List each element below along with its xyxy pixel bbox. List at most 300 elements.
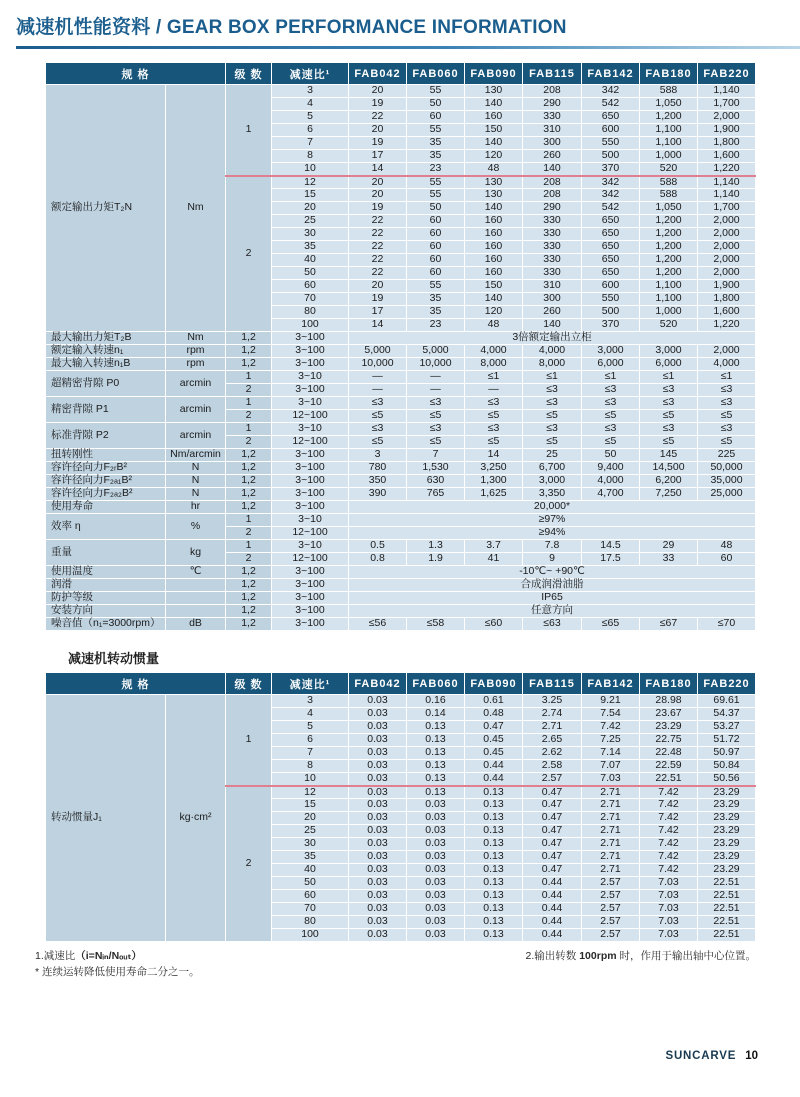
- value-cell: 0.44: [523, 890, 582, 903]
- value-cell: 0.47: [523, 825, 582, 838]
- value-cell: 2,000: [698, 254, 756, 267]
- value-cell: 1,600: [698, 306, 756, 319]
- ratio-cell: 4: [272, 98, 349, 111]
- spec-label: 安装方向: [46, 605, 166, 618]
- value-cell: 650: [582, 215, 640, 228]
- value-cell: 1,530: [407, 462, 465, 475]
- value-cell: —: [465, 384, 523, 397]
- value-cell: 6,000: [582, 358, 640, 371]
- value-cell: 650: [582, 254, 640, 267]
- value-cell: 22: [349, 215, 407, 228]
- value-cell: 6,200: [640, 475, 698, 488]
- ratio-cell: 7: [272, 137, 349, 150]
- value-cell: 0.47: [523, 864, 582, 877]
- value-cell: 330: [523, 254, 582, 267]
- unit-cell: arcmin: [166, 397, 226, 423]
- value-cell: 22: [349, 241, 407, 254]
- table-row: [46, 397, 756, 410]
- value-cell: 0.03: [407, 864, 465, 877]
- value-cell: 0.03: [407, 877, 465, 890]
- value-cell: 23.29: [698, 799, 756, 812]
- value-cell: 25: [523, 449, 582, 462]
- col-header-model: FAB115: [523, 673, 582, 695]
- value-cell: 290: [523, 98, 582, 111]
- value-cell: 0.13: [465, 812, 523, 825]
- unit-cell: rpm: [166, 358, 226, 371]
- value-cell: 50.56: [698, 773, 756, 786]
- ratio-cell: 12~100: [272, 553, 349, 566]
- value-cell: 390: [349, 488, 407, 501]
- value-cell: 0.44: [523, 929, 582, 942]
- spec-label: 精密背隙 P1: [46, 397, 166, 423]
- table-row: [46, 514, 756, 527]
- value-cell: ≤3: [640, 384, 698, 397]
- value-cell: 0.13: [465, 838, 523, 851]
- ratio-cell: 60: [272, 890, 349, 903]
- stage-cell: 1: [226, 397, 272, 410]
- value-cell: —: [349, 371, 407, 384]
- value-cell: 0.47: [523, 799, 582, 812]
- value-cell: ≤58: [407, 618, 465, 631]
- value-span-cell: ≥94%: [349, 527, 756, 540]
- footnote2-post: 时，作用于输出轴中心位置。: [616, 950, 756, 962]
- value-cell: 2.57: [582, 890, 640, 903]
- value-cell: 0.14: [407, 708, 465, 721]
- stage-cell: 1,2: [226, 488, 272, 501]
- value-cell: 0.13: [407, 734, 465, 747]
- value-cell: 1.3: [407, 540, 465, 553]
- value-cell: 330: [523, 267, 582, 280]
- value-cell: 22.51: [698, 929, 756, 942]
- value-cell: ≤5: [465, 436, 523, 449]
- value-cell: 0.13: [407, 747, 465, 760]
- value-cell: 3,250: [465, 462, 523, 475]
- value-cell: 1,200: [640, 267, 698, 280]
- ratio-cell: 80: [272, 916, 349, 929]
- value-cell: 1,050: [640, 98, 698, 111]
- value-cell: 0.03: [407, 903, 465, 916]
- col-header-ratio: 减速比¹: [272, 63, 349, 85]
- value-cell: 53.27: [698, 721, 756, 734]
- ratio-cell: 12: [272, 176, 349, 189]
- value-cell: 300: [523, 293, 582, 306]
- spec-label: 使用寿命: [46, 501, 166, 514]
- value-cell: 120: [465, 150, 523, 163]
- value-span-cell: 3倍额定输出立柜: [349, 332, 756, 345]
- value-cell: 1,100: [640, 293, 698, 306]
- value-cell: 7.14: [582, 747, 640, 760]
- stage-cell: 1: [226, 695, 272, 786]
- value-cell: 7.03: [582, 773, 640, 786]
- value-cell: 0.13: [407, 786, 465, 799]
- value-cell: 14: [349, 163, 407, 176]
- value-cell: 50: [407, 98, 465, 111]
- table-row: [46, 695, 756, 708]
- value-cell: 130: [465, 189, 523, 202]
- value-cell: 2.62: [523, 747, 582, 760]
- value-cell: 7.42: [640, 838, 698, 851]
- value-cell: 2.58: [523, 760, 582, 773]
- value-cell: 600: [582, 124, 640, 137]
- value-cell: 60: [698, 553, 756, 566]
- value-cell: 0.44: [465, 760, 523, 773]
- page-footer: [665, 1050, 758, 1062]
- value-cell: 330: [523, 215, 582, 228]
- value-cell: 55: [407, 189, 465, 202]
- value-cell: 1.9: [407, 553, 465, 566]
- ratio-cell: 30: [272, 838, 349, 851]
- value-cell: 8,000: [465, 358, 523, 371]
- footnotes-left: [35, 949, 200, 981]
- table-row: [46, 358, 756, 371]
- value-cell: 2.71: [582, 825, 640, 838]
- value-cell: 0.03: [407, 825, 465, 838]
- title-divider: [16, 46, 800, 49]
- value-cell: ≤63: [523, 618, 582, 631]
- col-header-model: FAB042: [349, 673, 407, 695]
- value-cell: 2,000: [698, 111, 756, 124]
- value-cell: 3.7: [465, 540, 523, 553]
- unit-cell: N: [166, 475, 226, 488]
- stage-cell: 1,2: [226, 579, 272, 592]
- ratio-cell: 3~10: [272, 540, 349, 553]
- ratio-cell: 60: [272, 280, 349, 293]
- value-span-cell: IP65: [349, 592, 756, 605]
- value-cell: 1,700: [698, 98, 756, 111]
- value-cell: 342: [582, 189, 640, 202]
- table-row: [46, 332, 756, 345]
- value-cell: ≤3: [349, 423, 407, 436]
- value-cell: 8,000: [523, 358, 582, 371]
- value-cell: 0.13: [407, 760, 465, 773]
- value-cell: 550: [582, 137, 640, 150]
- value-cell: 1,220: [698, 163, 756, 176]
- value-span-cell: -10℃~ +90℃: [349, 566, 756, 579]
- value-cell: 550: [582, 293, 640, 306]
- ratio-cell: 3: [272, 85, 349, 98]
- unit-cell: Nm: [166, 332, 226, 345]
- value-cell: 0.03: [407, 929, 465, 942]
- value-cell: 1,200: [640, 228, 698, 241]
- value-cell: 588: [640, 176, 698, 189]
- table-row: [46, 618, 756, 631]
- col-header-stage: 级 数: [226, 63, 272, 85]
- value-cell: 19: [349, 293, 407, 306]
- stage-cell: 1,2: [226, 345, 272, 358]
- ratio-cell: 35: [272, 851, 349, 864]
- value-cell: 0.47: [523, 812, 582, 825]
- value-cell: 2.71: [582, 851, 640, 864]
- value-span-cell: 合成润滑油脂: [349, 579, 756, 592]
- ratio-cell: 3~100: [272, 566, 349, 579]
- value-cell: 588: [640, 85, 698, 98]
- footnote-output-speed: [526, 949, 756, 981]
- unit-cell: %: [166, 514, 226, 540]
- value-cell: 20: [349, 85, 407, 98]
- value-cell: ≤5: [465, 410, 523, 423]
- value-cell: 650: [582, 228, 640, 241]
- value-cell: 0.5: [349, 540, 407, 553]
- value-cell: 260: [523, 306, 582, 319]
- col-header-model: FAB042: [349, 63, 407, 85]
- ratio-cell: 15: [272, 799, 349, 812]
- unit-cell: ℃: [166, 566, 226, 579]
- value-cell: 0.44: [465, 773, 523, 786]
- ratio-cell: 3~100: [272, 345, 349, 358]
- value-cell: 2.71: [582, 838, 640, 851]
- value-cell: 22.51: [640, 773, 698, 786]
- value-cell: 22: [349, 267, 407, 280]
- value-cell: 0.03: [349, 695, 407, 708]
- value-cell: 1,140: [698, 85, 756, 98]
- value-cell: ≤56: [349, 618, 407, 631]
- footnote-ratio-text: 1.减速比: [35, 950, 76, 962]
- unit-cell: arcmin: [166, 423, 226, 449]
- value-cell: 520: [640, 319, 698, 332]
- value-cell: 22.51: [698, 890, 756, 903]
- ratio-cell: 50: [272, 267, 349, 280]
- unit-cell: [166, 592, 226, 605]
- value-cell: 20: [349, 189, 407, 202]
- value-cell: 588: [640, 189, 698, 202]
- value-cell: 7.42: [640, 812, 698, 825]
- value-cell: 2.74: [523, 708, 582, 721]
- value-cell: 10,000: [349, 358, 407, 371]
- performance-table: [45, 62, 756, 631]
- value-cell: 0.13: [407, 721, 465, 734]
- value-cell: 7.03: [640, 929, 698, 942]
- value-cell: 2.65: [523, 734, 582, 747]
- stage-cell: 1,2: [226, 358, 272, 371]
- value-cell: 2.57: [582, 903, 640, 916]
- page-title: [16, 12, 784, 39]
- spec-label: 使用温度: [46, 566, 166, 579]
- col-header-stage: 级 数: [226, 673, 272, 695]
- unit-cell: N: [166, 488, 226, 501]
- value-cell: 160: [465, 215, 523, 228]
- value-cell: 19: [349, 98, 407, 111]
- stage-cell: 1,2: [226, 462, 272, 475]
- value-cell: 0.03: [349, 799, 407, 812]
- col-header-model: FAB060: [407, 63, 465, 85]
- value-cell: 765: [407, 488, 465, 501]
- col-header-spec: 规 格: [46, 63, 226, 85]
- value-cell: 4,700: [582, 488, 640, 501]
- value-cell: 370: [582, 163, 640, 176]
- value-cell: ≤5: [640, 436, 698, 449]
- value-cell: 500: [582, 150, 640, 163]
- value-cell: 60: [407, 254, 465, 267]
- col-header-model: FAB115: [523, 63, 582, 85]
- value-cell: 0.03: [407, 812, 465, 825]
- ratio-cell: 6: [272, 734, 349, 747]
- value-cell: 9: [523, 553, 582, 566]
- ratio-cell: 3~100: [272, 449, 349, 462]
- value-cell: ≤65: [582, 618, 640, 631]
- value-cell: 780: [349, 462, 407, 475]
- value-cell: ≤3: [523, 423, 582, 436]
- value-cell: 14: [465, 449, 523, 462]
- ratio-cell: 20: [272, 812, 349, 825]
- page-number: 10: [745, 1050, 758, 1062]
- value-cell: 0.03: [349, 734, 407, 747]
- footnote-ratio: [35, 949, 200, 965]
- value-cell: 2.57: [582, 877, 640, 890]
- value-cell: 4,000: [698, 358, 756, 371]
- value-cell: 50: [407, 202, 465, 215]
- value-cell: 6,000: [640, 358, 698, 371]
- value-cell: 7.42: [640, 825, 698, 838]
- stage-cell: 1,2: [226, 475, 272, 488]
- value-cell: 140: [465, 98, 523, 111]
- stage-cell: 2: [226, 527, 272, 540]
- table-row: [46, 449, 756, 462]
- col-header-model: FAB090: [465, 673, 523, 695]
- footnote-ratio-formula: （i=Nᵢₙ/Nₒᵤₜ）: [75, 950, 142, 962]
- value-cell: 0.03: [349, 890, 407, 903]
- value-cell: 7.07: [582, 760, 640, 773]
- stage-cell: 1: [226, 540, 272, 553]
- value-cell: 23: [407, 163, 465, 176]
- stage-cell: 1: [226, 423, 272, 436]
- value-cell: 22.75: [640, 734, 698, 747]
- value-cell: 1,100: [640, 280, 698, 293]
- value-cell: 310: [523, 124, 582, 137]
- value-cell: ≤1: [582, 371, 640, 384]
- value-cell: 290: [523, 202, 582, 215]
- value-cell: 54.37: [698, 708, 756, 721]
- value-cell: 2.71: [582, 786, 640, 799]
- value-cell: —: [349, 384, 407, 397]
- ratio-cell: 12~100: [272, 436, 349, 449]
- col-header-model: FAB060: [407, 673, 465, 695]
- value-cell: 0.47: [523, 851, 582, 864]
- value-cell: 7,250: [640, 488, 698, 501]
- value-cell: 22.51: [698, 877, 756, 890]
- value-cell: 370: [582, 319, 640, 332]
- value-cell: 7.03: [640, 877, 698, 890]
- value-cell: 0.03: [349, 786, 407, 799]
- value-cell: 2,000: [698, 241, 756, 254]
- footnote2-rpm: 100rpm: [579, 950, 617, 962]
- value-cell: 130: [465, 176, 523, 189]
- unit-cell: Nm: [166, 85, 226, 332]
- value-cell: 23: [407, 319, 465, 332]
- value-cell: 33: [640, 553, 698, 566]
- value-cell: 22.59: [640, 760, 698, 773]
- value-cell: 14,500: [640, 462, 698, 475]
- value-cell: 23.67: [640, 708, 698, 721]
- ratio-cell: 3~100: [272, 488, 349, 501]
- col-header-model: FAB090: [465, 63, 523, 85]
- value-cell: 2.57: [582, 916, 640, 929]
- ratio-cell: 8: [272, 760, 349, 773]
- value-cell: 1,050: [640, 202, 698, 215]
- value-cell: ≤3: [523, 397, 582, 410]
- spec-label: 润滑: [46, 579, 166, 592]
- value-cell: 0.13: [407, 773, 465, 786]
- value-cell: 1,200: [640, 111, 698, 124]
- value-cell: ≤5: [582, 410, 640, 423]
- ratio-cell: 4: [272, 708, 349, 721]
- value-cell: 2,000: [698, 228, 756, 241]
- value-cell: 35: [407, 137, 465, 150]
- value-cell: 140: [523, 319, 582, 332]
- value-cell: 7.8: [523, 540, 582, 553]
- value-cell: 9,400: [582, 462, 640, 475]
- value-cell: 23.29: [640, 721, 698, 734]
- value-cell: 2.57: [582, 929, 640, 942]
- value-cell: 3,000: [640, 345, 698, 358]
- ratio-cell: 3~10: [272, 397, 349, 410]
- value-cell: 50: [582, 449, 640, 462]
- value-cell: 22.51: [698, 903, 756, 916]
- value-cell: 342: [582, 176, 640, 189]
- table-row: [46, 475, 756, 488]
- value-cell: ≤5: [698, 436, 756, 449]
- table-row: [46, 540, 756, 553]
- value-cell: ≤3: [407, 423, 465, 436]
- col-header-ratio: 减速比¹: [272, 673, 349, 695]
- value-cell: 0.03: [349, 721, 407, 734]
- value-span-cell: 任意方向: [349, 605, 756, 618]
- value-cell: 7: [407, 449, 465, 462]
- table-row: [46, 345, 756, 358]
- value-cell: —: [407, 371, 465, 384]
- value-cell: 3,350: [523, 488, 582, 501]
- col-header-model: FAB180: [640, 63, 698, 85]
- value-cell: ≤5: [407, 410, 465, 423]
- value-cell: 0.03: [349, 747, 407, 760]
- value-cell: 19: [349, 202, 407, 215]
- value-cell: 0.47: [523, 838, 582, 851]
- spec-label: 噪音值（n₁=3000rpm）: [46, 618, 166, 631]
- value-cell: 1,200: [640, 215, 698, 228]
- value-cell: 1,625: [465, 488, 523, 501]
- value-cell: 7.25: [582, 734, 640, 747]
- inertia-table-wrap: [45, 672, 755, 942]
- value-cell: 6,700: [523, 462, 582, 475]
- ratio-cell: 12: [272, 786, 349, 799]
- unit-cell: kg: [166, 540, 226, 566]
- value-cell: 41: [465, 553, 523, 566]
- value-cell: 55: [407, 280, 465, 293]
- value-cell: 2.71: [582, 812, 640, 825]
- value-cell: ≤3: [582, 423, 640, 436]
- stage-cell: 1: [226, 514, 272, 527]
- ratio-cell: 7: [272, 747, 349, 760]
- footnotes: [35, 949, 756, 981]
- ratio-cell: 3~100: [272, 579, 349, 592]
- ratio-cell: 6: [272, 124, 349, 137]
- value-cell: 0.03: [349, 851, 407, 864]
- value-cell: 0.03: [349, 929, 407, 942]
- header-row: [46, 673, 756, 695]
- value-cell: 1,900: [698, 124, 756, 137]
- value-cell: ≤67: [640, 618, 698, 631]
- value-cell: 0.03: [349, 916, 407, 929]
- ratio-cell: 100: [272, 319, 349, 332]
- value-cell: 0.48: [465, 708, 523, 721]
- value-cell: 0.13: [465, 851, 523, 864]
- value-cell: 22: [349, 228, 407, 241]
- value-cell: 160: [465, 254, 523, 267]
- stage-cell: 2: [226, 410, 272, 423]
- value-cell: 1,800: [698, 293, 756, 306]
- value-cell: 17: [349, 306, 407, 319]
- stage-cell: 2: [226, 384, 272, 397]
- value-cell: 2,000: [698, 215, 756, 228]
